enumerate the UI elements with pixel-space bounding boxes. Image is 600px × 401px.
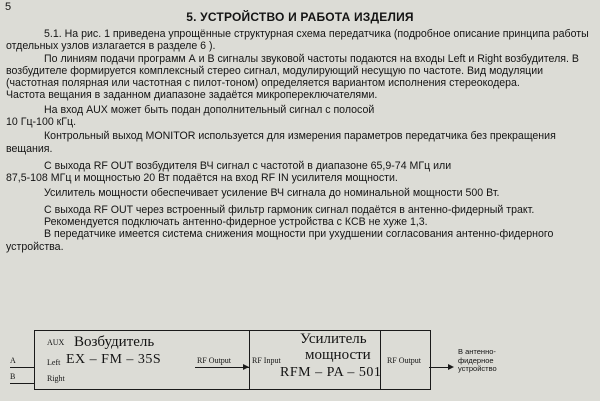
exciter-rf-output-label: RF Output (197, 356, 232, 365)
program-a-label: A (10, 356, 16, 365)
program-b-line (10, 383, 34, 384)
amplifier-rf-input-label: RF Input (252, 356, 281, 365)
paragraph-power-reduction: В передатчике имеется система снижения мощности при ухудшении согласования антенно-фидерного устройства. (6, 228, 554, 253)
paragraph-rf-out: С выхода RF OUT возбудителя ВЧ сигнал с частотой в диапазоне 65,9-74 МГц или (44, 159, 452, 172)
antenna-feeder-label: В антенно-фидерное устройство (458, 347, 497, 373)
aux-input-label: AUX (47, 338, 65, 347)
left-input-label: Left (47, 358, 61, 367)
amplifier-output-arrow (448, 364, 454, 370)
paragraph-programs: По линиям подачи программ А и В сигналы звуковой частоты подаются на входы Left и Right возбудителя. В возбудителе формируется комплексный стерео сигнал, модулирующий несущую по частоте. Вид модуляции (частотная полярная или частотная с пилот-тоном) определяется вариантом исполнения стереокодера. (6, 52, 579, 90)
paragraph-aux: На вход AUX может быть подан дополнительный сигнал с полосой (44, 103, 375, 116)
paragraph-aux-band: 10 Гц-100 кГц. (6, 116, 77, 129)
paragraph-vswr: Рекомендуется подключать антенно-фидерное устройства с КСВ не хуже 1,3. (44, 216, 428, 229)
exciter-model: EX – FM – 35S (66, 352, 162, 367)
paragraph-frequency: Частота вещания в заданном диапазоне задаётся микропереключателями. (6, 89, 378, 102)
paragraph-amplifier: Усилитель мощности обеспечивает усиление ВЧ сигнала до номинальной мощности 500 Вт. (44, 186, 500, 199)
amplifier-model: RFM – PA – 501 (280, 365, 382, 380)
program-b-label: B (10, 372, 16, 381)
amplifier-title-line2: мощности (305, 347, 371, 363)
exciter-title: Возбудитель (74, 334, 155, 350)
exciter-to-amplifier-line (195, 367, 249, 368)
paragraph-5-1: 5.1. На рис. 1 приведена упрощённые структурная схема передатчика (подробное описание принципа работы отдельных узлов излагается в разделе 6 ). (6, 28, 589, 53)
page-number: 5 (5, 1, 12, 13)
amplifier-rf-output-label: RF Output (387, 356, 422, 365)
paragraph-filter: С выхода RF OUT через встроенный фильтр гармоник сигнал подаётся в антенно-фидерный тракт. (44, 203, 535, 216)
exciter-to-amplifier-arrow (243, 364, 249, 370)
body-text (6, 28, 596, 253)
right-input-label: Right (47, 374, 65, 383)
block-diagram (0, 320, 600, 401)
section-title: 5. УСТРОЙСТВО И РАБОТА ИЗДЕЛИЯ (186, 10, 414, 24)
program-a-line (10, 367, 34, 368)
amplifier-title-line1: Усилитель (300, 331, 367, 347)
paragraph-rf-in: 87,5-108 МГц и мощностью 20 Вт подаётся на вход RF IN усилителя мощности. (6, 172, 398, 185)
paragraph-monitor: Контрольный выход MONITOR используется для измерения параметров передатчика без прекращения вещания. (6, 130, 556, 155)
